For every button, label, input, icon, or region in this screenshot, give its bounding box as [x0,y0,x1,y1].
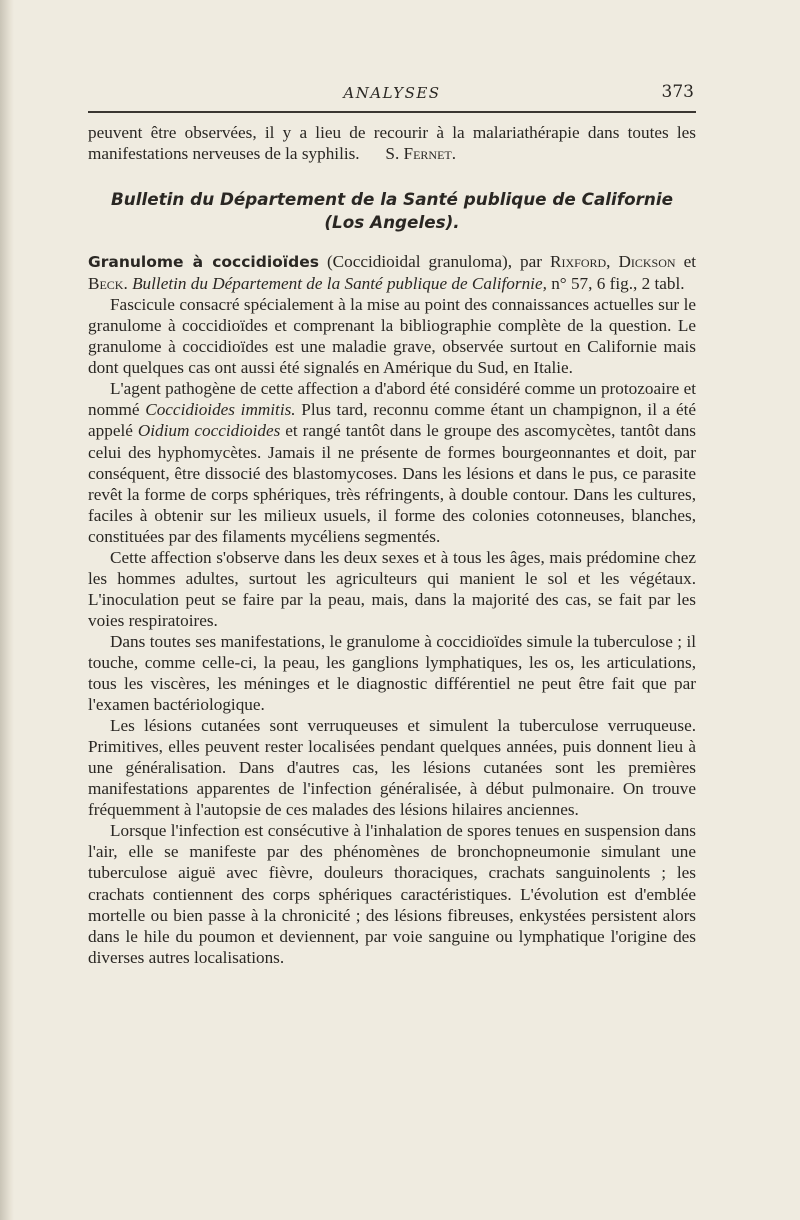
entry-author-1: Rixford, [550,252,611,272]
paragraph-3: Cette affection s'observe dans les deux sexes et à tous les âges, mais prédomine chez les hommes adultes, surtout les agriculteurs qui manient le sol et les végétaux. L'inoculation peut se faire par la peau, mais, dans la majorité des cas, se fait par les voies respiratoires. [88,547,696,630]
paragraph-6: Lorsque l'infection est consécutive à l'inhalation de spores tenues en suspension dans l'air, elle se manifeste par des phénomènes de bronchopneumonie simulant une tuberculose aiguë avec fièvre, douleurs thoraciques, crachats sanguinolents ; les crachats contiennent des corps sphériques caractéristiques. L'évolution est d'emblée mortelle ou bien passe à la chronicité ; des lésions fibreuses, enkystées persistent alors dans le hile du poumon et deviennent, par voie sanguine ou lymphatique l'origine des diverses autres localisations. [88,821,696,967]
carryover-paragraph [88,122,696,164]
entry-heading [88,251,696,294]
species-name-1: Coccidioides immitis. [145,400,296,420]
paragraph-2-e: et rangé tantôt dans le groupe des ascomycètes, tantôt dans celui des hyphomycètes. Jamais il ne présente de formes bourgeonnantes et doit, par conséquent, être dissocié des blastomycoses. Dans les lésions et dans le pus, ce parasite revêt la forme de corps sphériques, très réfringents, à double contour. Dans les cultures, faciles à obtenir sur les milieux usuels, il forme des colonies cotonneuses, blanches, constituées par des filaments mycéliens segmentés. [88,421,696,546]
entry-name: Granulome à coccidioïdes [88,253,319,272]
header-rule [88,111,696,113]
page-number: 373 [661,82,694,102]
paragraph-1: Fascicule consacré spécialement à la mise au point des connaissances actuelles sur le granulome à coccidioïdes et comprenant la bibliographie complète de la question. Le granulome à coccidioïdes est une maladie grave, observée surtout en Californie mais dont quelques cas ont aussi été signalés en Amérique du Sud, en Italie. [88,295,696,378]
paragraph-4: Dans toutes ses manifestations, le granulome à coccidioïdes simule la tuberculose ; il touche, comme celle-ci, la peau, les ganglions lymphatiques, les os, les articulations, tous les viscères, les méninges et le diagnostic différentiel ne peut être fait que par l'examen bactériologique. [88,631,696,715]
page-body [88,122,696,968]
species-name-2: Oidium coccidioides [137,421,281,441]
carryover-author: S. Fernet. [385,144,457,164]
entry-subtitle: (Coccidioidal granuloma), par [326,252,542,272]
paragraph-2-a: L'agent pathogène de cette affection a d'abord été considéré comme un protozoaire et nommé [88,379,696,420]
entry-reference: n° 57, 6 fig., 2 tabl. [551,274,685,294]
section-title [88,188,696,234]
section-title-line-2: (Los Angeles). [324,212,460,233]
paragraph-5: Les lésions cutanées sont verruqueuses et simulent la tuberculose verruqueuse. Primitives, elles peuvent rester localisées pendant quelques années, puis donnent lieu à une généralisation. Dans d'autres cas, les lésions cutanées sont les premières manifestations apparentes de l'infection généralisée, à début pulmonaire. On trouve fréquemment à l'autopsie de ces malades des lésions hilaires anciennes. [88,716,696,820]
paragraph-2-c: Plus tard, reconnu comme étant un champignon, il a été appelé [88,400,697,441]
paragraph-2 [88,378,696,546]
section-title-line-1: Bulletin du Département de la Santé publique de Californie [111,189,673,210]
entry-and: et [683,252,696,272]
entry-author-3: Beck. [88,274,128,294]
entry-author-2: Dickson [618,252,676,272]
running-title: ANALYSES [343,84,441,102]
carryover-text: peuvent être observées, il y a lieu de recourir à la malariathérapie dans toutes les manifestations nerveuses de la syphilis. [88,123,696,164]
running-header [88,84,696,108]
entry-journal: Bulletin du Département de la Santé publique de Californie, [132,274,547,294]
page-edge-shadow [0,0,14,1220]
